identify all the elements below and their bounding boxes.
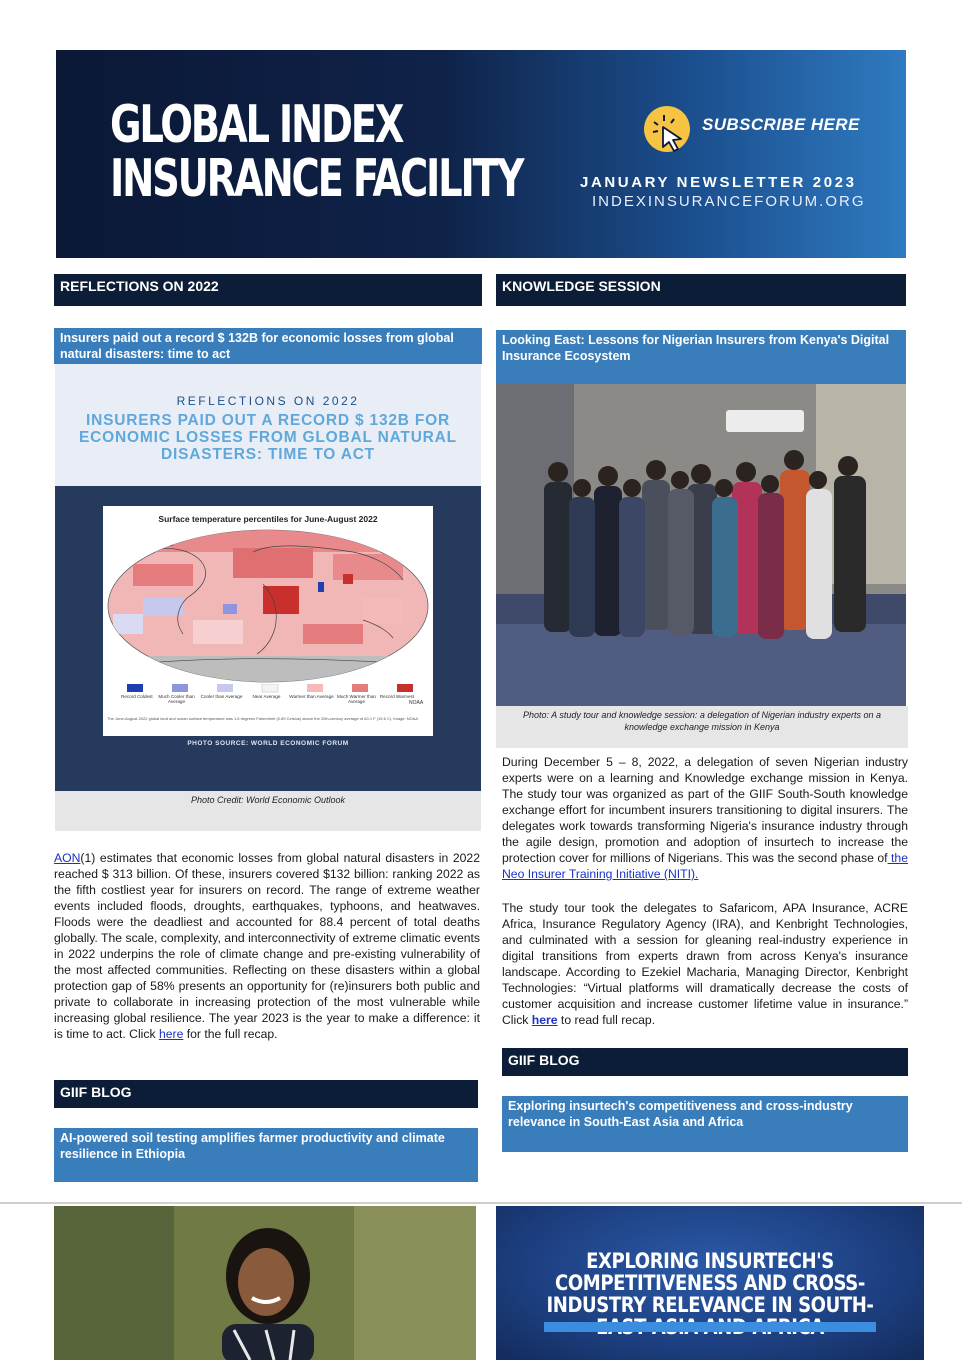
world-temperature-map	[103, 524, 433, 694]
footnote-ref: (1)	[80, 851, 96, 865]
noaa-mark: NOAA	[409, 700, 424, 706]
header-banner	[56, 50, 906, 258]
newsletter-date: JANUARY NEWSLETTER 2023	[580, 174, 857, 191]
body-text: During December 5 – 8, 2022, a delegation of seven Nigerian industry experts were on a learning and Knowledge exchange mission in Kenya. The study tour was organized as part of the GIIF South-South knowledge exchange effort for incumbent insurers transitioning to digital insurers. The delegates work towards transforming Nigeria's insurance industry through the agile design, promotion and adoption of insurtech to increase the protection cover for millions of Nigerians. This was the second phase of	[502, 755, 908, 865]
subscribe-button[interactable]	[644, 106, 864, 152]
caption-box	[55, 791, 481, 831]
body-tail: for the full recap.	[183, 1027, 278, 1041]
blog-image-title: EXPLORING INSURTECH'S COMPETITIVENESS AND CROSS-INDUSTRY RELEVANCE IN SOUTH-	[546, 1249, 874, 1317]
section-header-blog-right: GIIF BLOG	[502, 1048, 908, 1076]
niti-link[interactable]: the Neo Insurer Training Initiative (NITI).	[502, 851, 908, 881]
feature-title: INSURERS PAID OUT A RECORD $ 132B FOR ECONOMIC LOSSES FROM GLOBAL NATURAL DISASTERS: TIME TO ACT	[79, 412, 457, 463]
article-body-reflections	[54, 850, 480, 1042]
feature-graphic	[55, 364, 481, 791]
map-legend-labels	[109, 694, 415, 716]
section-header-reflections: REFLECTIONS ON 2022	[54, 274, 482, 306]
legend-label: Record Coldest	[121, 694, 153, 699]
blog-image-accent-bar	[544, 1322, 876, 1332]
photo-source: PHOTO SOURCE: WORLD ECONOMIC FORUM	[187, 740, 349, 747]
article-body-knowledge-2	[502, 900, 908, 1028]
page-divider	[0, 1202, 962, 1204]
subscribe-label: SUBSCRIBE HERE	[702, 115, 860, 134]
legend-label: Much Cooler than Average	[158, 694, 195, 705]
read-recap-link[interactable]: here	[531, 1013, 558, 1027]
feature-kicker: REFLECTIONS ON 2022	[176, 394, 360, 408]
blog-image-soil[interactable]	[54, 1206, 476, 1360]
legend-label: Warmer than Average	[289, 694, 334, 699]
article-headline-knowledge[interactable]: Looking East: Lessons for Nigerian Insurers from Kenya's Digital Insurance Ecosystem	[496, 330, 906, 384]
cursor-click-icon	[644, 106, 690, 152]
photo-credit: Photo Credit: World Economic Outlook	[190, 795, 346, 805]
blog-headline-insurtech[interactable]: Exploring insurtech's competitiveness and cross-industry relevance in South-East Asia and Africa	[502, 1096, 908, 1152]
brand-line-2: INSURANCE FACILITY	[110, 149, 523, 209]
brand-logo	[110, 95, 523, 209]
body-tail: to read full recap.	[557, 1013, 656, 1027]
legend-label: Cooler than Average	[200, 694, 243, 699]
blog-image-insurtech[interactable]	[496, 1206, 924, 1360]
article-headline-reflections[interactable]: Insurers paid out a record $ 132B for economic losses from global natural disasters: time to act	[54, 328, 482, 364]
legend-label: Near Average	[252, 694, 281, 699]
body-text: estimates that economic losses from global natural disasters in 2022 reached $ 313 billion. Of these, insurers covered $132 billion: ranking 2022 as the fifth costliest year for insurers on record. The range of extreme weather events included floods, droughts, earthquakes, typhoons, and heatwaves. Floods were the deadliest and accounted for 88.4 percent of total deaths globally. The scale, complexity, and interconnectivity of extreme climatic events in 2022 underpins the role of climate change and pre-existing vulnerability of the most affected communities. Reflecting on these disasters within a global protection gap of 58% presents an opportunity for (re)insurers both public and private to collaborate in increasing protection of the most vulnerable while increasing global resilience. The year 2023 is the year to make a difference: it is time to act. Click	[54, 851, 480, 1041]
body-text: The study tour took the delegates to Safaricom, APA Insurance, ACRE Africa, Insurance Regulatory Agency (IRA), and Kenbright Technologies, and culminated with a session for gleaning real-industry experience in digital transitions from experts drawn from across Kenya's insurance landscape. According to Ezekiel Macharia, Managing Director, Kenbright Technologies: “Virtual platforms will dramatically decrease the costs of customer acquisition and increase customer lifetime value in insurance.” Click	[502, 901, 908, 1027]
photo-caption: Photo: A study tour and knowledge session: a delegation of Nigerian industry experts on a knowledge exchange mission in Kenya	[522, 710, 882, 732]
section-header-blog-left: GIIF BLOG	[54, 1080, 478, 1108]
caption-box-right	[496, 706, 908, 748]
aon-link[interactable]: AON	[54, 851, 81, 865]
article-body-knowledge-1	[502, 754, 908, 882]
map-title: Surface temperature percentiles for June-August 2022	[158, 514, 378, 524]
delegation-photo	[496, 384, 906, 706]
blog-headline-soil[interactable]: AI-powered soil testing amplifies farmer productivity and climate resilience in Ethiopia	[54, 1128, 478, 1182]
temperature-map-card	[103, 506, 433, 736]
legend-label: Record Warmest	[379, 694, 415, 699]
section-header-knowledge: KNOWLEDGE SESSION	[496, 274, 906, 306]
site-link[interactable]: INDEXINSURANCEFORUM.ORG	[592, 193, 866, 210]
brand-line-1: GLOBAL INDEX	[110, 95, 403, 155]
map-note: The June-August 2022 global land and ocean surface temperature was 1.6 degrees Fahrenheit (0.89 Celsius) above the 20th-century average of 60.1 F (15.6 C). Image: NOAA	[107, 716, 419, 721]
legend-label: Much Warmer than Average	[337, 694, 376, 705]
full-recap-link[interactable]: here	[158, 1027, 184, 1041]
